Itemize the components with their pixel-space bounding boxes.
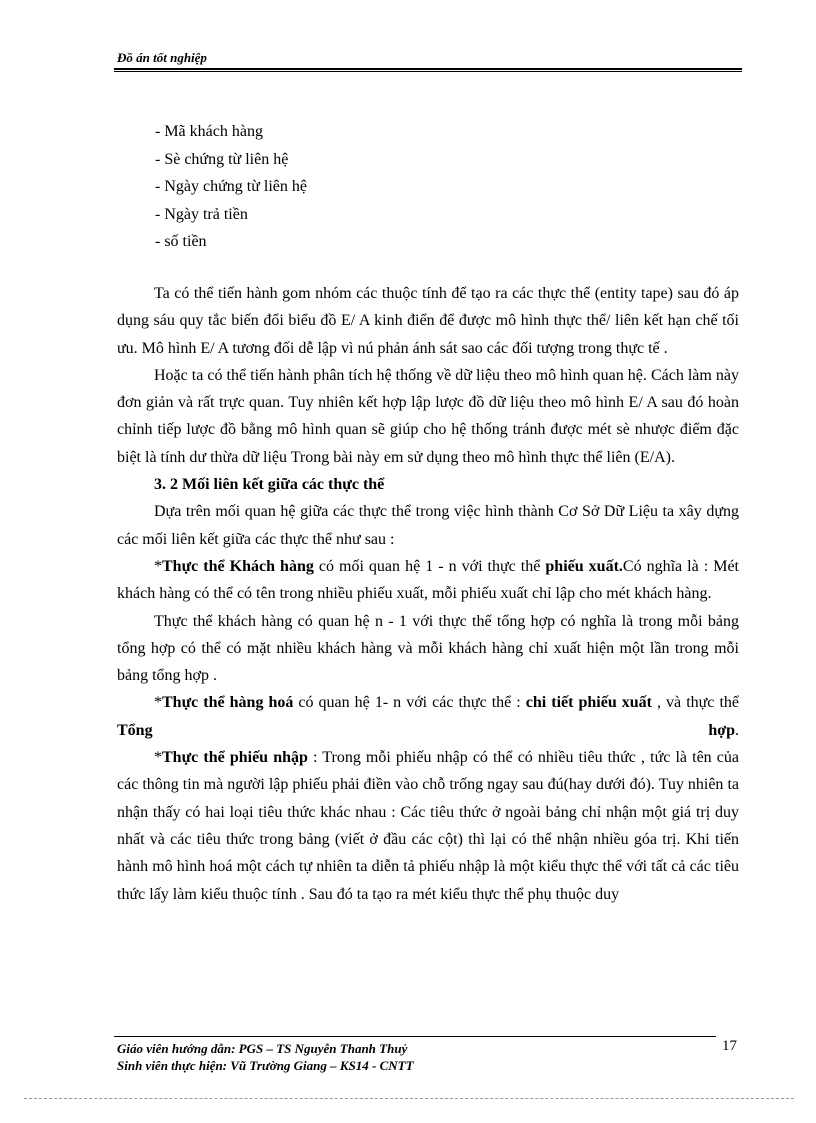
bold-term: Tổng hợp	[117, 721, 735, 739]
list-item: - Sè chứng từ liên hệ	[155, 150, 289, 168]
asterisk: *	[154, 694, 162, 712]
paragraph-relational-analysis: Hoặc ta có thể tiến hành phân tích hệ thống về dữ liệu theo mô hình quan hệ. Cách làm này đơn giản và rất trực quan. Tuy nhiên kết hợp lập lược đồ dữ liệu theo mô hình E/ A sau đó hoàn chỉnh tiếp lược đồ bằng mô hình quan sẽ giúp cho hệ thống tránh được mét sè nhược điểm đặc biệt là tính dư thừa dữ liệu Trong bài này em sử dụng theo mô hình thực thể liên (E/A).	[117, 366, 739, 466]
page-break-line	[24, 1098, 794, 1099]
paragraph-customer-entity	[117, 553, 739, 608]
text-run: Có nghĩa là : Mét khách hàng có thể có tên trong nhiều phiếu xuất, mỗi phiếu xuất chỉ lập cho mét khách hàng.	[117, 557, 739, 603]
paragraph-goods-entity	[117, 689, 739, 744]
paragraph-entity-grouping: Ta có thể tiến hành gom nhóm các thuộc tính để tạo ra các thực thể (entity tape) sau đó áp dụng sáu quy tắc biến đổi biểu đồ E/ A kinh điển để được mô hình thực thể/ liên kết hạn chế tối ưu. Mô hình E/ A tương đối dễ lập vì nú phản ánh sát sao các đối tượng trong thực tế .	[117, 285, 739, 357]
bold-term: Thực thể hàng hoá	[162, 694, 294, 712]
attribute-list	[155, 118, 307, 256]
asterisk: *	[154, 557, 162, 575]
footer-advisor: Giáo viên hướng dẫn: PGS – TS Nguyễn Thanh Thuỷ	[117, 1041, 408, 1056]
paragraph-import-entity	[117, 744, 739, 908]
text-run: có quan hệ 1- n với các thực thể :	[293, 694, 526, 712]
paragraph-relations-intro: Dựa trên mối quan hệ giữa các thực thể trong việc hình thành Cơ Sở Dữ Liệu ta xây dựng các mối liên kết giữa các thực thể như sau :	[117, 503, 739, 548]
footer	[117, 1040, 414, 1074]
text-run: có mối quan hệ 1 - n với thực thể	[313, 557, 546, 575]
bold-term: chi tiết phiếu xuất	[525, 694, 652, 712]
text-run: , và thực thể	[652, 694, 739, 712]
header-rule-thick	[114, 68, 742, 70]
header-title: Đồ án tốt nghiệp	[117, 50, 207, 65]
header-rule-thin	[114, 71, 742, 72]
bold-term: Thực thể Khách hàng	[162, 557, 314, 575]
list-item: - Ngày trả tiền	[155, 205, 248, 223]
bold-term: Thực thể phiếu nhập	[162, 749, 308, 767]
page-number: 17	[722, 1038, 737, 1054]
list-item: - số tiền	[155, 233, 207, 250]
text-run: .	[735, 721, 739, 739]
bold-term: phiếu xuất.	[545, 557, 623, 575]
body-text	[117, 280, 739, 908]
list-item: - Mã khách hàng	[155, 123, 263, 140]
paragraph-customer-summary: Thực thể khách hàng có quan hệ n - 1 với thực thể tổng hợp có nghĩa là trong mỗi bảng tổng hợp có thể có mặt nhiều khách hàng và mỗi khách hàng chỉ xuất hiện một lần trong mỗi bảng tổng hợp .	[117, 612, 739, 685]
list-item: - Ngày chứng từ liên hệ	[155, 178, 307, 195]
text-run: : Trong mỗi phiếu nhập có thể có nhiều tiêu thức , tức là tên của các thông tin mà người lập phiếu phải điền vào chỗ trống ngay sau đú(hay dưới đó). Tuy nhiên ta nhận thấy có hai loại tiêu thức khác nhau : Các tiêu thức ở ngoài bảng chỉ nhận một giá trị duy nhất và các tiêu thức trong bảng (viết ở đầu các cột) thì lại có thể nhận nhiều góa trị. Khi tiến hành mô hình hoá một cách tự nhiên ta diễn tả phiếu nhập là một kiểu thực thể với tất cả các tiêu thức lấy làm kiểu thuộc tính . Sau đó ta tạo ra mét kiểu thực thể phụ thuộc duy	[117, 749, 739, 903]
asterisk: *	[154, 749, 162, 767]
footer-student: Sinh viên thực hiện: Vũ Trường Giang – KS14 - CNTT	[117, 1058, 414, 1073]
footer-rule	[114, 1036, 716, 1037]
section-heading: 3. 2 Mối liên kết giữa các thực thể	[154, 476, 385, 494]
